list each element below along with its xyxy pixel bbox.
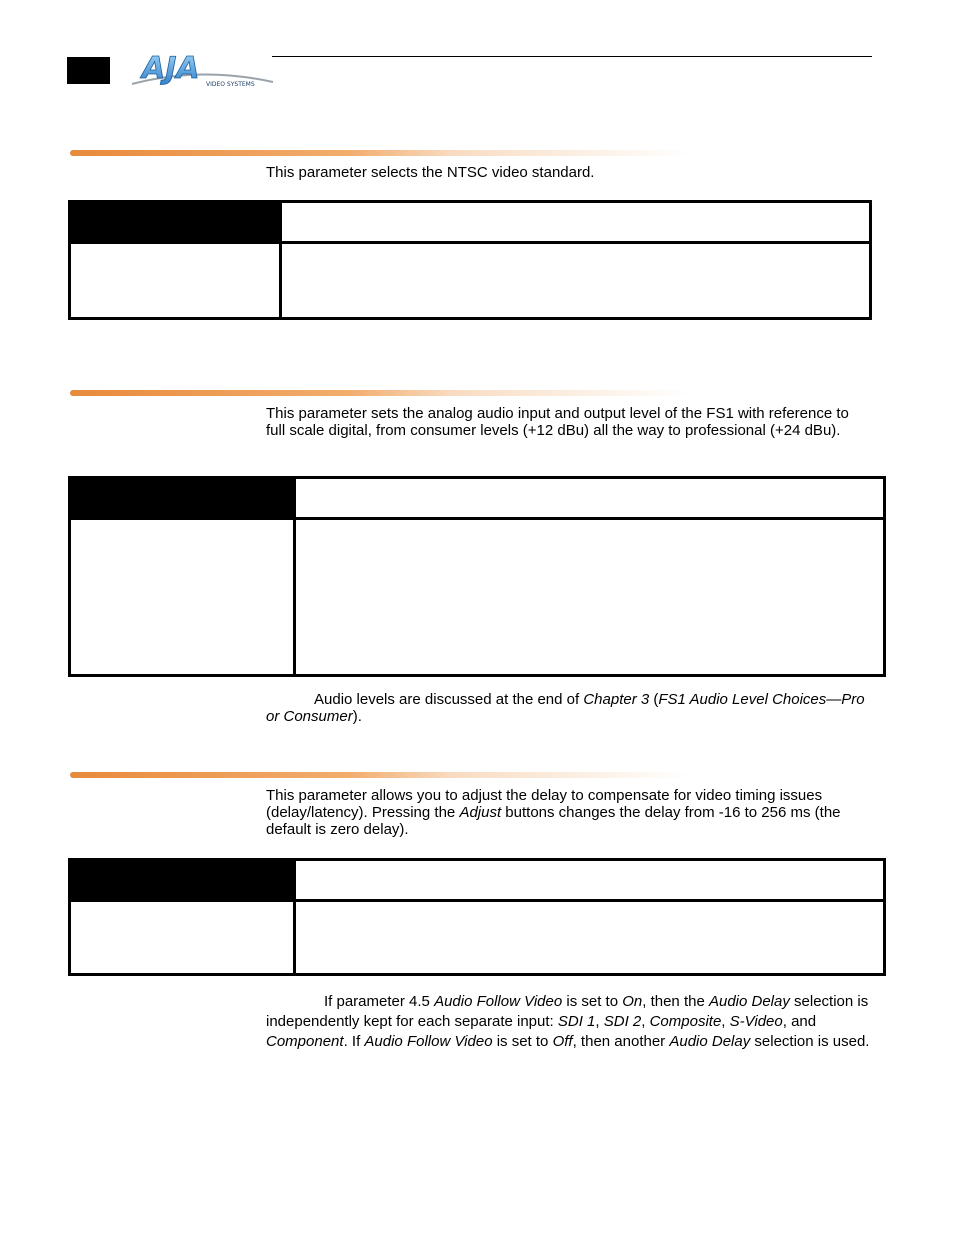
table-column-divider xyxy=(279,244,282,317)
page-number-tab xyxy=(67,57,110,84)
logo-subtext: VIDEO SYSTEMS xyxy=(206,81,255,88)
note-text: . If xyxy=(343,1033,365,1050)
table-column-divider xyxy=(293,902,296,973)
adjust-term: Adjust xyxy=(459,804,502,821)
note-text: selection is independently kept for each separate input: xyxy=(266,993,869,1030)
note-text: , then the xyxy=(642,993,709,1010)
note-term: SDI 1 xyxy=(557,1013,596,1030)
section3-description xyxy=(266,787,871,838)
note-text: ( xyxy=(649,691,659,708)
note-term: Off xyxy=(552,1033,573,1050)
header-rule xyxy=(272,56,872,57)
note-text: , and xyxy=(782,1013,817,1030)
note-text: ). xyxy=(352,708,362,725)
logo-wordmark: AJA xyxy=(142,54,200,86)
section1-description: This parameter selects the NTSC video standard. xyxy=(266,164,595,181)
parameter-table-3 xyxy=(68,858,886,976)
note-term: On xyxy=(622,993,643,1010)
table-header-cell xyxy=(293,861,883,902)
note-text: selection is used. xyxy=(750,1033,870,1050)
section-divider-2 xyxy=(70,390,690,396)
description-text: This parameter allows you to adjust the delay to compensate for video timing issues (delay/latency). Pressing the xyxy=(266,787,823,821)
parameter-table-2 xyxy=(68,476,886,677)
note-text: , xyxy=(595,1013,604,1030)
note-text: is set to xyxy=(492,1033,553,1050)
note-term: Audio Follow Video xyxy=(434,993,563,1010)
note-term: S-Video xyxy=(729,1013,783,1030)
section2-note xyxy=(266,691,871,725)
note-text: , xyxy=(641,1013,650,1030)
section-divider-3 xyxy=(70,772,690,778)
parameter-table-1 xyxy=(68,200,872,320)
table-column-divider xyxy=(293,520,296,674)
table-header-cell xyxy=(293,479,883,520)
note-text: If parameter 4.5 xyxy=(324,993,435,1010)
note-term: Audio Follow Video xyxy=(364,1033,493,1050)
chapter-reference: Chapter 3 xyxy=(583,691,650,708)
description-text: buttons changes the delay from -16 to 256 ms (the default is zero delay). xyxy=(266,804,841,838)
note-text: Audio levels are discussed at the end of xyxy=(314,691,584,708)
table-header-cell xyxy=(279,203,869,244)
note-term: Audio Delay xyxy=(669,1033,751,1050)
section-reference: FS1 Audio Level Choices—Pro or Consumer xyxy=(266,691,865,725)
section2-description: This parameter sets the analog audio input and output level of the FS1 with reference to full scale digital, from consumer levels (+12 dBu) all the way to professional (+24 dBu). xyxy=(266,405,849,439)
section-divider-1 xyxy=(70,150,690,156)
section3-note xyxy=(266,992,871,1052)
note-text: is set to xyxy=(562,993,623,1010)
note-text: , then another xyxy=(572,1033,670,1050)
note-term: Composite xyxy=(649,1013,722,1030)
note-term: SDI 2 xyxy=(603,1013,642,1030)
note-term: Audio Delay xyxy=(708,993,790,1010)
note-text: , xyxy=(721,1013,730,1030)
aja-logo xyxy=(130,54,275,88)
note-term: Component xyxy=(266,1033,344,1050)
